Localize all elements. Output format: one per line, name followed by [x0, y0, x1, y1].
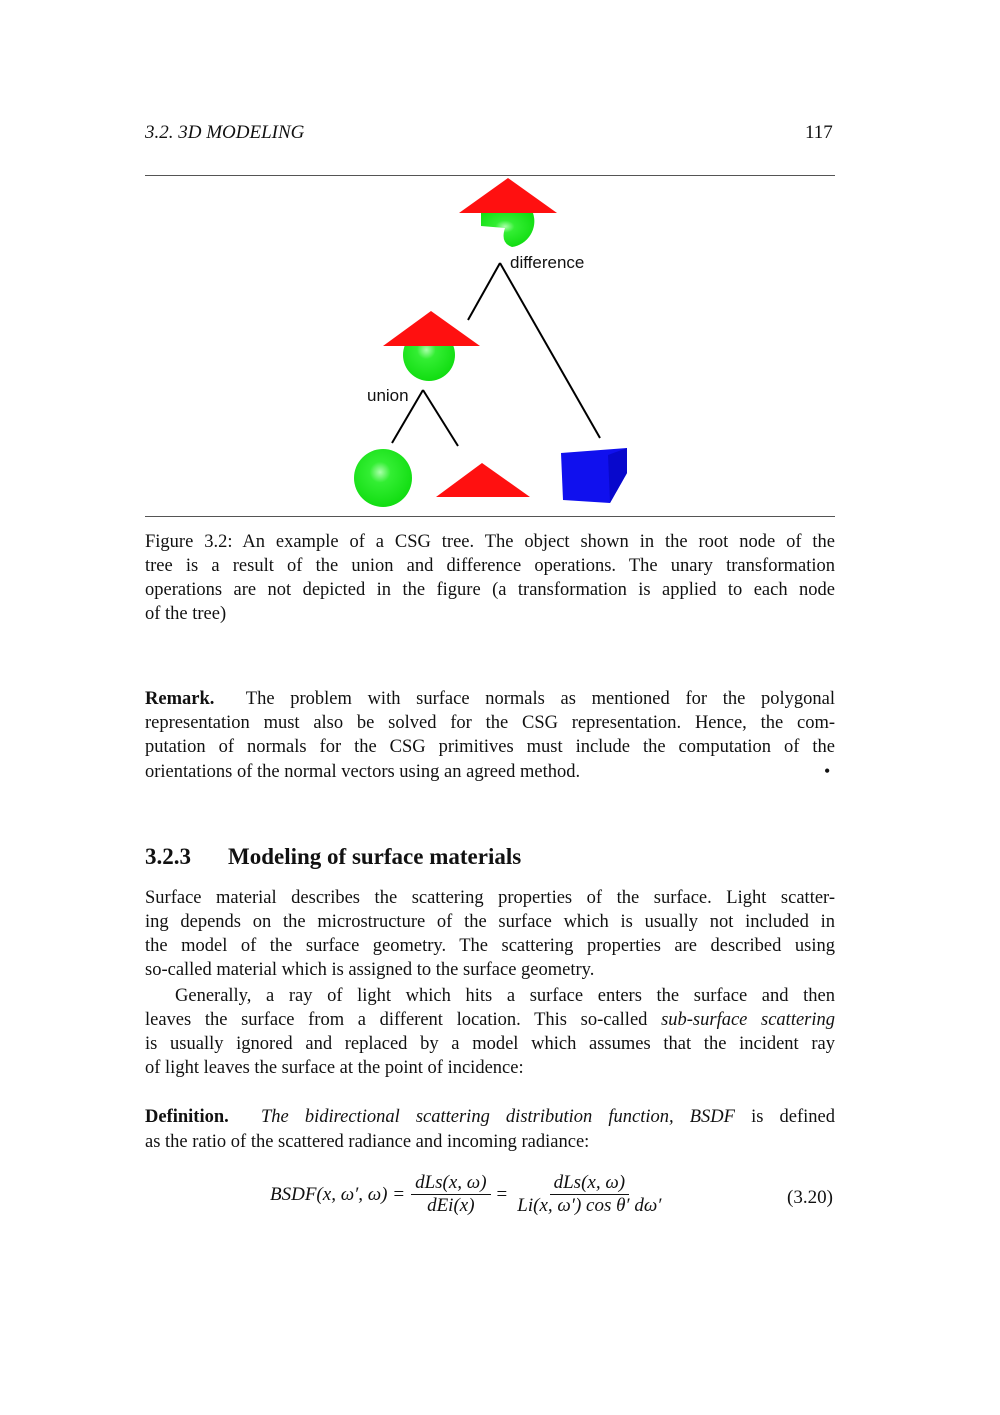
emphasis: sub-surface scattering — [661, 1010, 836, 1030]
equation-bsdf: BSDF(x, ω′, ω) = $\frac{\text{dLs(x, ω)}}{\text{dEi(x)}}$ = $\frac{\text{dLs(x, ω)}}{\text{Li(x, ω′) cos θ′ dω′}}$ — [270, 1172, 671, 1217]
leaf-cone — [436, 463, 530, 497]
figure-caption-line: operations are not depicted in the figure (a transformation is applied to each node — [145, 580, 835, 600]
union-label: union — [367, 386, 409, 405]
paragraph-line: is usually ignored and replaced by a model which assumes that the incident ray — [145, 1034, 835, 1054]
remark-line: Remark. The problem with surface normals as mentioned for the polygonal — [145, 689, 836, 709]
equation-number: (3.20) — [787, 1187, 833, 1208]
leaf-sphere — [354, 449, 412, 507]
definition-line: as the ratio of the scattered radiance and incoming radiance: — [145, 1132, 590, 1152]
figure-caption-line: of the tree) — [145, 604, 227, 624]
paragraph-line: the model of the surface geometry. The scattering properties are described using — [145, 936, 835, 956]
paragraph-line: Surface material describes the scattering properties of the surface. Light scatter- — [145, 888, 835, 908]
definition-label: Definition. — [145, 1107, 229, 1127]
definition-line: Definition. The bidirectional scattering distribution function, BSDF is defined — [145, 1107, 835, 1127]
figure-caption-line: tree is a result of the union and difference operations. The unary transformation — [145, 556, 835, 576]
remark-line: representation must also be solved for the CSG representation. Hence, the com- — [145, 713, 835, 733]
end-of-remark-bullet: • — [824, 761, 831, 781]
paragraph-line: ing depends on the microstructure of the surface which is usually not included in — [145, 912, 835, 932]
root-cone — [459, 178, 557, 213]
section-heading: 3.2.3 Modeling of surface materials — [145, 844, 522, 869]
tree-edge — [468, 263, 500, 320]
running-header-section: 3.2. 3D MODELING — [145, 122, 305, 143]
difference-label: difference — [510, 253, 585, 272]
figure-caption-line: Figure 3.2: An example of a CSG tree. The object shown in the root node of the — [145, 532, 835, 552]
paragraph-line: leaves the surface from a different location. This so-called sub-surface scattering — [145, 1010, 836, 1030]
remark-label: Remark. — [145, 689, 215, 709]
tree-edge — [423, 390, 458, 446]
csg-tree-figure — [0, 0, 1000, 520]
tree-edge — [500, 263, 600, 438]
root-cut-sphere — [481, 213, 534, 247]
remark-line: orientations of the normal vectors using an agreed method. — [145, 762, 581, 782]
paragraph-line: Generally, a ray of light which hits a surface enters the surface and then — [175, 986, 835, 1006]
paragraph-line: so-called material which is assigned to the surface geometry. — [145, 960, 595, 980]
page-number: 117 — [805, 122, 833, 143]
figure-bottom-rule — [145, 516, 835, 517]
paragraph-line: of light leaves the surface at the point of incidence: — [145, 1058, 524, 1078]
fraction: $\frac{\text{dLs(x, ω)}}{\text{dEi(x)}}$ — [411, 1172, 490, 1217]
union-cone — [383, 311, 480, 346]
remark-line: putation of normals for the CSG primitives must include the computation of the — [145, 737, 835, 757]
fraction: $\frac{\text{dLs(x, ω)}}{\text{Li(x, ω′) cos θ′ dω′}}$ — [517, 1172, 662, 1216]
